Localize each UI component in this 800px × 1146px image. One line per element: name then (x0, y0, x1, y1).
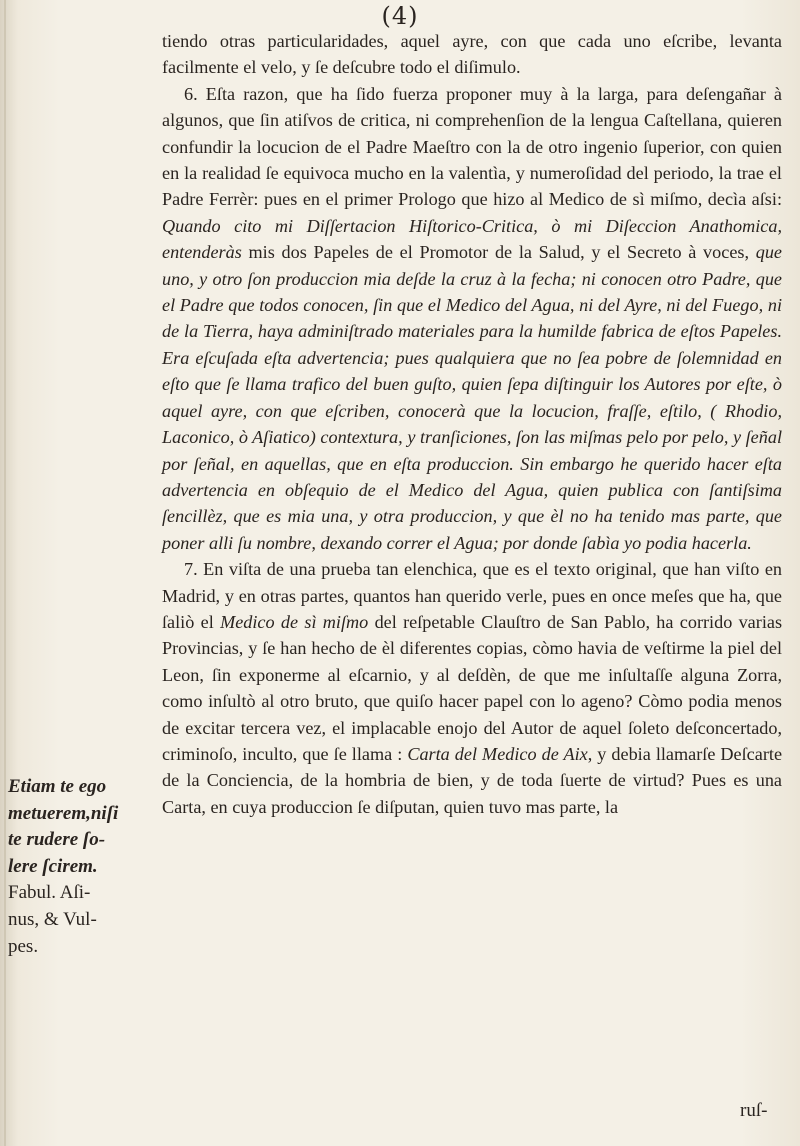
paragraph-text: del reſpetable Clauſtro de San Pablo, ha corrido varias Provincias, y ſe han hecho de èl diferentes copias, còmo havia de veſtirme la piel del Leon, ſin exponerme al eſcarnio, y al deſdèn, de que me inſultaſſe alguna Zorra, como inſultò al otro bruto, que quiſo hacer papel con lo ageno? Còmo podia menos de excitar tercera vez, el implacable enojo del Autor de aquel ſoleto deſconcertado, criminoſo, inculto, que ſe llama : (162, 611, 783, 764)
paragraph-number: 6. (184, 83, 198, 104)
paragraph-6 (162, 81, 782, 556)
margin-note (8, 774, 158, 960)
margin-quote-line: lere ſcirem. (8, 855, 98, 877)
catchword: ruſ- (740, 1100, 768, 1121)
italic-title: Carta del Medico de Aix (407, 743, 588, 764)
paragraph-text: Eſta razon, que ha ſido fuerza proponer muy à la larga, para deſengañar à algunos, que ſin atiſvos de critica, ni comprehenſion de la lengua Caſtellana, quieren confundir la locucion de el Padre Maeſtro con la de otro ingenio ſuperior, con quien en la realidad ſe equivoca mucho en la valentìa, y numeroſidad del periodo, la trae el Padre Ferrèr: pues en el primer Prologo que hizo al Medico de sì miſmo, decìa aſsi: (162, 83, 783, 210)
italic-quote: Quando cito mi Diſſertacion Hiſtorico-Critica, ò mi Diſeccion Anathomica, entenderàs (162, 215, 782, 263)
paragraph-text: mis dos Papeles de el Promotor de la Salud, y el Secreto à voces, (248, 242, 750, 263)
binding-edge (4, 0, 6, 1146)
paragraph-continued (162, 28, 782, 81)
paragraph-7 (162, 556, 782, 820)
margin-source-line: pes. (8, 935, 39, 957)
italic-title: Medico de sì miſmo (220, 611, 369, 632)
margin-source-line: Fabul. Aſi- (8, 882, 91, 904)
paragraph-text: , y debia llamarſe Deſcarte de la Conciencia, de la hombria de bien, y de toda ſuerte de virtud? Pues es una Carta, en cuya produccion ſe diſputan, quien tuvo mas parte, la (162, 743, 783, 817)
italic-quote: que uno, y otro ſon produccion mia deſde la cruz à la fecha; ni conocen otro Padre, que el Padre que todos conocen, ſin que el Medico del Agua, ni del Ayre, ni del Fuego, ni de la Tierra, haya adminiſtrado materiales para la humilde fabrica de eſtos Papeles. Era eſcuſada eſta advertencia; pues qualquiera que no ſea pobre de ſolemnidad en eſto que ſe llama trafico del buen guſto, quien ſepa diſtinguir los Autores por eſte, ò aquel ayre, con que eſcriben, conocerà que la locucion, fraſſe, eſtilo, ( Rhodio, Laconico, ò Aſiatico) contextura, y tranſiciones, ſon las miſmas pelo por pelo, y ſeñal por ſeñal, en aquellas, que en eſta produccion. Sin embargo he querido hacer eſta advertencia en obſequio de el Medico del Agua, quien publica con ſantiſsima ſencillèz, que es mia una, y otra produccion, y que èl no ha tenido mas parte, que poner alli ſu nombre, dexando correr el Agua; por donde ſabìa yo podia hacerla. (162, 242, 782, 553)
paragraph-number: 7. (184, 559, 198, 580)
main-text (162, 28, 782, 820)
page-number: (4) (381, 2, 419, 30)
margin-quote-line: metuerem,niſi (8, 802, 119, 824)
paragraph-text: tiendo otras particularidades, aquel ayre, con que cada uno eſcribe, levanta facilmente el velo, y ſe deſcubre todo el diſimulo. (162, 31, 782, 78)
margin-quote-line: Etiam te ego (8, 776, 107, 797)
paragraph-text: En viſta de una prueba tan elenchica, que es el texto original, que han viſto en Madrid, y en otras partes, quantos han querido verle, pues en once meſes que ha, que ſaliò el (162, 559, 782, 632)
margin-quote-line: te rudere ſo- (8, 829, 106, 851)
margin-source-line: nus, & Vul- (8, 908, 97, 930)
